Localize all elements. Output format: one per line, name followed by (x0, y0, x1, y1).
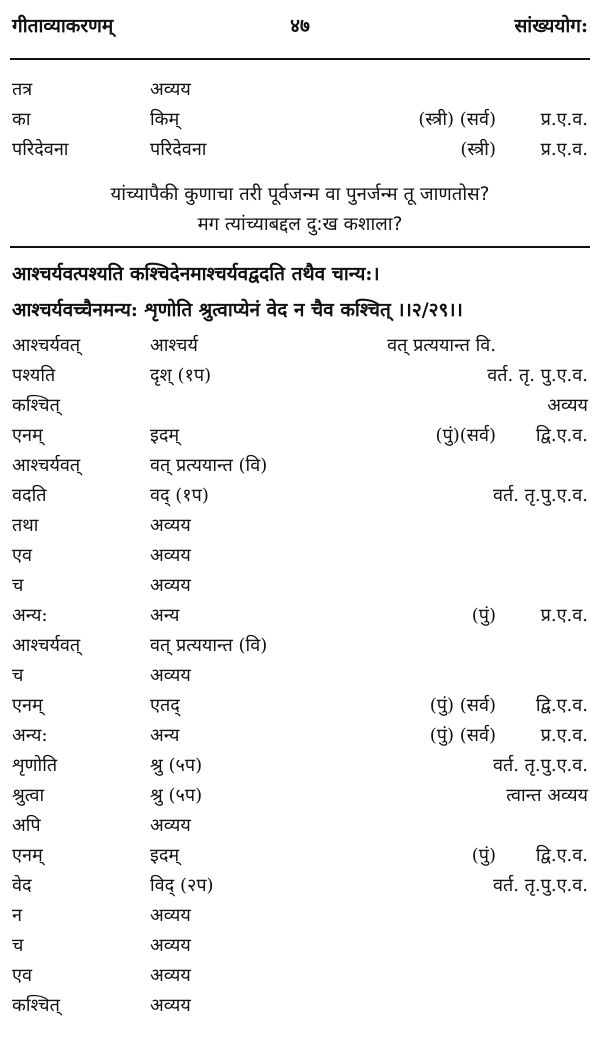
analysis-row (12, 392, 588, 420)
analysis-row (12, 872, 588, 900)
root: परिदेवना (150, 139, 207, 160)
word: तत्र (12, 79, 33, 100)
root: आश्चर्य (150, 335, 198, 356)
word: का (12, 109, 31, 130)
gender: (स्त्री) (सर्व) (418, 109, 496, 130)
word: शृणोति (12, 755, 58, 776)
book-title: गीताव्याकरणम् (12, 15, 114, 37)
root: इदम् (150, 845, 180, 866)
word: एनम् (12, 695, 43, 716)
word: पश्यति (12, 365, 56, 386)
root: अव्यय (150, 965, 191, 986)
analysis-row (12, 812, 588, 840)
root: दृश् (१प) (150, 365, 212, 386)
explanation-note (12, 180, 588, 240)
root: वद् (१प) (150, 485, 209, 506)
word: एव (12, 545, 32, 566)
analysis-row (12, 332, 588, 360)
word: कश्चित् (12, 395, 60, 416)
analysis-row (12, 602, 588, 630)
root: अन्य (150, 605, 180, 626)
root: अव्यय (150, 515, 191, 536)
grammatical-form: वर्त. तृ.पु.ए.व. (492, 485, 588, 506)
root: अव्यय (150, 665, 191, 686)
word: कश्चित् (12, 995, 60, 1016)
word: तथा (12, 515, 39, 536)
root: अव्यय (150, 545, 191, 566)
note-line: मग त्यांच्याबद्दल दु:ख कशाला? (197, 214, 403, 235)
grammatical-form: प्र.ए.व. (540, 725, 588, 746)
analysis-row (12, 932, 588, 960)
root: विद् (२प) (150, 875, 214, 896)
grammatical-form: त्वान्त अव्यय (506, 785, 588, 806)
analysis-row (12, 722, 588, 750)
word: आश्चर्यवत् (12, 635, 81, 656)
grammatical-form: प्र.ए.व. (540, 109, 588, 130)
analysis-row (12, 902, 588, 930)
root: अन्य (150, 725, 180, 746)
word: एनम् (12, 425, 43, 446)
gender: (स्त्री) (460, 139, 496, 160)
grammatical-form: द्वि.ए.व. (535, 845, 588, 866)
gender: (पुं) (471, 605, 496, 626)
verse-line-1: आश्चर्यवत्पश्यति कश्चिदेनमाश्चर्यवद्वदति तथैव चान्य:। (12, 263, 380, 285)
analysis-row (12, 662, 588, 690)
root: वत् प्रत्ययान्त (वि) (150, 635, 268, 656)
root: अव्यय (150, 815, 191, 836)
root: किम् (150, 109, 180, 130)
word: एनम् (12, 845, 43, 866)
analysis-row (12, 962, 588, 990)
analysis-row (12, 452, 588, 480)
root: अव्यय (150, 575, 191, 596)
analysis-row (12, 752, 588, 780)
root: अव्यय (150, 935, 191, 956)
word: अन्य: (12, 605, 48, 626)
analysis-row (12, 632, 588, 660)
analysis-row (12, 992, 588, 1020)
analysis-row (12, 572, 588, 600)
root: श्रु (५प) (150, 785, 203, 806)
root: वत् प्रत्ययान्त (वि) (150, 455, 268, 476)
root: श्रु (५प) (150, 755, 203, 776)
section-divider (10, 246, 590, 248)
word: न (12, 905, 22, 926)
word: च (12, 665, 24, 686)
word: परिदेवना (12, 139, 69, 160)
analysis-row (12, 782, 588, 810)
word: अन्य: (12, 725, 48, 746)
analysis-row (12, 692, 588, 720)
grammatical-form: वर्त. तृ. पु.ए.व. (487, 365, 588, 386)
grammatical-form: द्वि.ए.व. (535, 425, 588, 446)
word: एव (12, 965, 32, 986)
word: च (12, 575, 24, 596)
analysis-row (12, 422, 588, 450)
analysis-row (12, 106, 588, 134)
word: आश्चर्यवत् (12, 335, 81, 356)
word: वदति (12, 485, 47, 506)
analysis-row (12, 76, 588, 104)
analysis-row (12, 482, 588, 510)
analysis-row (12, 136, 588, 164)
root: इदम् (150, 425, 180, 446)
page-header (12, 8, 588, 38)
analysis-row (12, 362, 588, 390)
header-divider (10, 58, 590, 60)
root: एतद् (150, 695, 180, 716)
gender: वत् प्रत्ययान्त वि. (387, 335, 496, 356)
word: आश्चर्यवत् (12, 455, 81, 476)
word: च (12, 935, 24, 956)
word: अपि (12, 815, 41, 836)
analysis-row (12, 542, 588, 570)
gender: (पुं)(सर्व) (435, 425, 496, 446)
grammatical-form: अव्यय (547, 395, 588, 416)
verse-line-2: आश्चर्यवच्चैनमन्य: शृणोति श्रुत्वाप्येनं वेद न चैव कश्चित् ।।२/२९।। (12, 299, 463, 321)
page-number: ४७ (290, 15, 310, 37)
root: अव्यय (150, 79, 191, 100)
grammatical-form: प्र.ए.व. (540, 605, 588, 626)
grammatical-form: प्र.ए.व. (540, 139, 588, 160)
grammatical-form: वर्त. तृ.पु.ए.व. (492, 755, 588, 776)
grammatical-form: वर्त. तृ.पु.ए.व. (492, 875, 588, 896)
note-line: यांच्यापैकी कुणाचा तरी पूर्वजन्म वा पुनर्जन्म तू जाणतोस? (110, 184, 490, 205)
analysis-row (12, 512, 588, 540)
analysis-row (12, 842, 588, 870)
gender: (पुं) (सर्व) (429, 725, 496, 746)
word: वेद (12, 875, 32, 896)
chapter-title: सांख्ययोग: (514, 15, 588, 37)
grammatical-form: द्वि.ए.व. (535, 695, 588, 716)
word: श्रुत्वा (12, 785, 45, 806)
gender: (पुं) (471, 845, 496, 866)
root: अव्यय (150, 905, 191, 926)
gender: (पुं) (सर्व) (429, 695, 496, 716)
root: अव्यय (150, 995, 191, 1016)
